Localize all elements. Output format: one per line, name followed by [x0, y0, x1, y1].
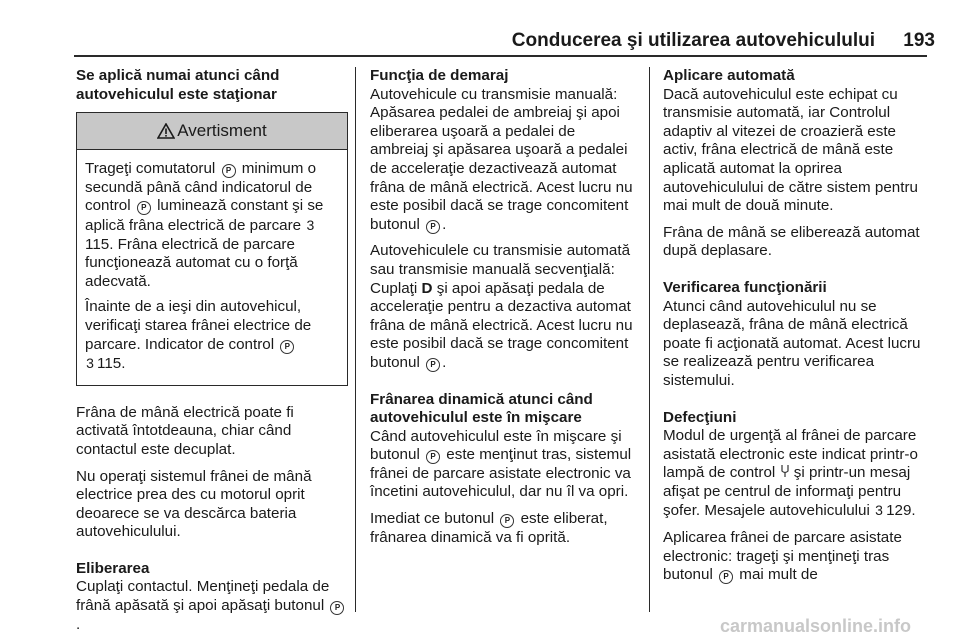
warning-body [77, 150, 347, 385]
paragraph-text: şi apoi apăsaţi pedala de acceleraţie pentru a dezactiva automat frâna de mână electrică. Acest lucru nu este posibil dacă se trage concomitent butonul [370, 279, 633, 371]
page-number: 193 [903, 30, 935, 51]
page-header [0, 0, 960, 56]
paragraph-text: Imediat ce butonul [370, 510, 495, 528]
paragraph-text: mai mult de [739, 566, 818, 584]
paragraph: Frâna de mână electrică poate fi activată întotdeauna, chiar când contactul este decuplat. [76, 403, 294, 458]
page-ref-arrow-icon: 3 [86, 355, 94, 372]
function-check-heading: Verificarea funcţionării [663, 278, 827, 296]
paragraph [370, 86, 635, 235]
paragraph-text: 129. [886, 502, 916, 520]
release-text: Cuplaţi contactul. Menţineţi pedala de frână apăsată şi apoi apăsaţi butonul [76, 578, 330, 615]
start-function-heading: Funcţia de demaraj [370, 67, 509, 84]
warning-text: Înainte de a ieşi din autovehicul, verificaţi starea frânei electrice de parcare. Indicator de control [85, 298, 312, 353]
paragraph [663, 427, 929, 521]
warning-triangle-icon [157, 123, 175, 139]
warning-title: Avertisment [177, 120, 267, 140]
gear-d-label: D [421, 279, 433, 297]
service-wrench-icon [780, 464, 790, 478]
paragraph [663, 529, 929, 585]
column-2 [370, 67, 635, 555]
faults-heading: Defecţiuni [663, 408, 737, 426]
warning-text: 115. Frâna electrică de parcare funcţionează automat cu o forţă adecvată. [85, 235, 298, 290]
warning-box [76, 112, 348, 386]
auto-apply-heading: Aplicare automată [663, 67, 795, 84]
column-3 [663, 67, 929, 593]
paragraph: Nu operaţi sistemul frânei de mână electrice prea des cu motorul oprit deoarece se va descărca bateria autovehiculului. [76, 467, 312, 541]
parking-brake-icon: P [426, 450, 440, 464]
warning-text: 115. [97, 355, 126, 373]
parking-brake-icon: P [426, 220, 440, 234]
paragraph: Frâna de mână se eliberează automat după deplasare. [663, 223, 920, 260]
parking-brake-icon: P [426, 358, 440, 372]
header-rule [74, 55, 927, 57]
paragraph-text: . [442, 353, 447, 371]
page-title: Conducerea şi utilizarea autovehiculului [511, 30, 875, 51]
paragraph-text: Când autovehiculul este în mişcare şi butonul [370, 427, 622, 464]
warning-paragraph-1 [85, 160, 339, 291]
paragraph-text: . [442, 215, 447, 233]
release-paragraph [76, 578, 348, 634]
release-text: . [76, 615, 81, 633]
dynamic-braking-heading: Frânarea dinamică atunci când autovehiculul este în mişcare [370, 390, 593, 427]
warning-text: luminează constant şi se aplică frâna electrică de parcare [85, 197, 324, 234]
paragraph-text: Modul de urgenţă al frânei de parcare asistată electronic este indicat printr-o lampă de control [663, 427, 918, 482]
warning-text: minimum o secundă până când indicatorul de control [85, 160, 317, 215]
paragraph-text: Autovehicule cu transmisie manuală: Apăsarea pedalei de ambreiaj şi apoi eliberarea uşoară a pedalei de ambreiaj şi apăsarea uşoară a pedalei de acceleraţie dezactivează automat frâna de mână electrică. Acest lucru nu este posibil dacă se trage concomitent butonul [370, 85, 633, 233]
parking-brake-icon: P [500, 514, 514, 528]
paragraph [370, 428, 635, 502]
watermark: carmanualsonline.info [720, 616, 912, 636]
release-heading: Eliberarea [76, 559, 150, 577]
warning-header [77, 113, 347, 150]
warning-paragraph-2 [85, 298, 339, 373]
page-ref-arrow-icon: 3 [875, 502, 883, 519]
stationary-heading: Se aplică numai atunci când autovehiculul este staţionar [76, 67, 280, 103]
parking-brake-icon: P [719, 570, 733, 584]
paragraph: Dacă autovehiculul este echipat cu transmisie automată, iar Controlul adaptiv al vitezei de croazieră este activ, frâna electrică de mână este aplicată automat la oprirea autovehiculului de către sistem pentru mai mult de două minute. [663, 85, 918, 215]
warning-text: Trageţi comutatorul [85, 160, 216, 178]
paragraph [370, 242, 635, 372]
paragraph-text: Autovehiculele cu transmisie automată sau transmisie manuală secvenţială: Cuplaţi [370, 242, 631, 297]
column-divider-left [355, 67, 356, 612]
column-divider-right [649, 67, 650, 612]
parking-brake-icon: P [222, 164, 236, 178]
paragraph-text: Aplicarea frânei de parcare asistate electronic: trageţi şi menţineţi tras butonul [663, 529, 902, 584]
paragraph-text: şi printr-un mesaj afişat pe centrul de informaţi pentru şofer. Mesajele autovehiculului [663, 464, 911, 520]
parking-brake-icon: P [330, 601, 344, 615]
paragraph: Atunci când autovehiculul nu se deplasează, frâna de mână electrică poate fi acţionată automat. Acest lucru se realizează pentru verificarea sistemului. [663, 297, 921, 389]
parking-brake-icon: P [280, 340, 294, 354]
paragraph-text: este eliberat, frânarea dinamică va fi oprită. [370, 510, 608, 546]
page-ref-arrow-icon: 3 [306, 216, 315, 233]
parking-brake-icon: P [137, 201, 151, 215]
paragraph-text: este menţinut tras, sistemul frânei de parcare asistate electronic va încetini autovehiculul, dar nu îl va opri. [370, 446, 632, 501]
column-1 [76, 67, 348, 642]
paragraph [370, 510, 635, 547]
